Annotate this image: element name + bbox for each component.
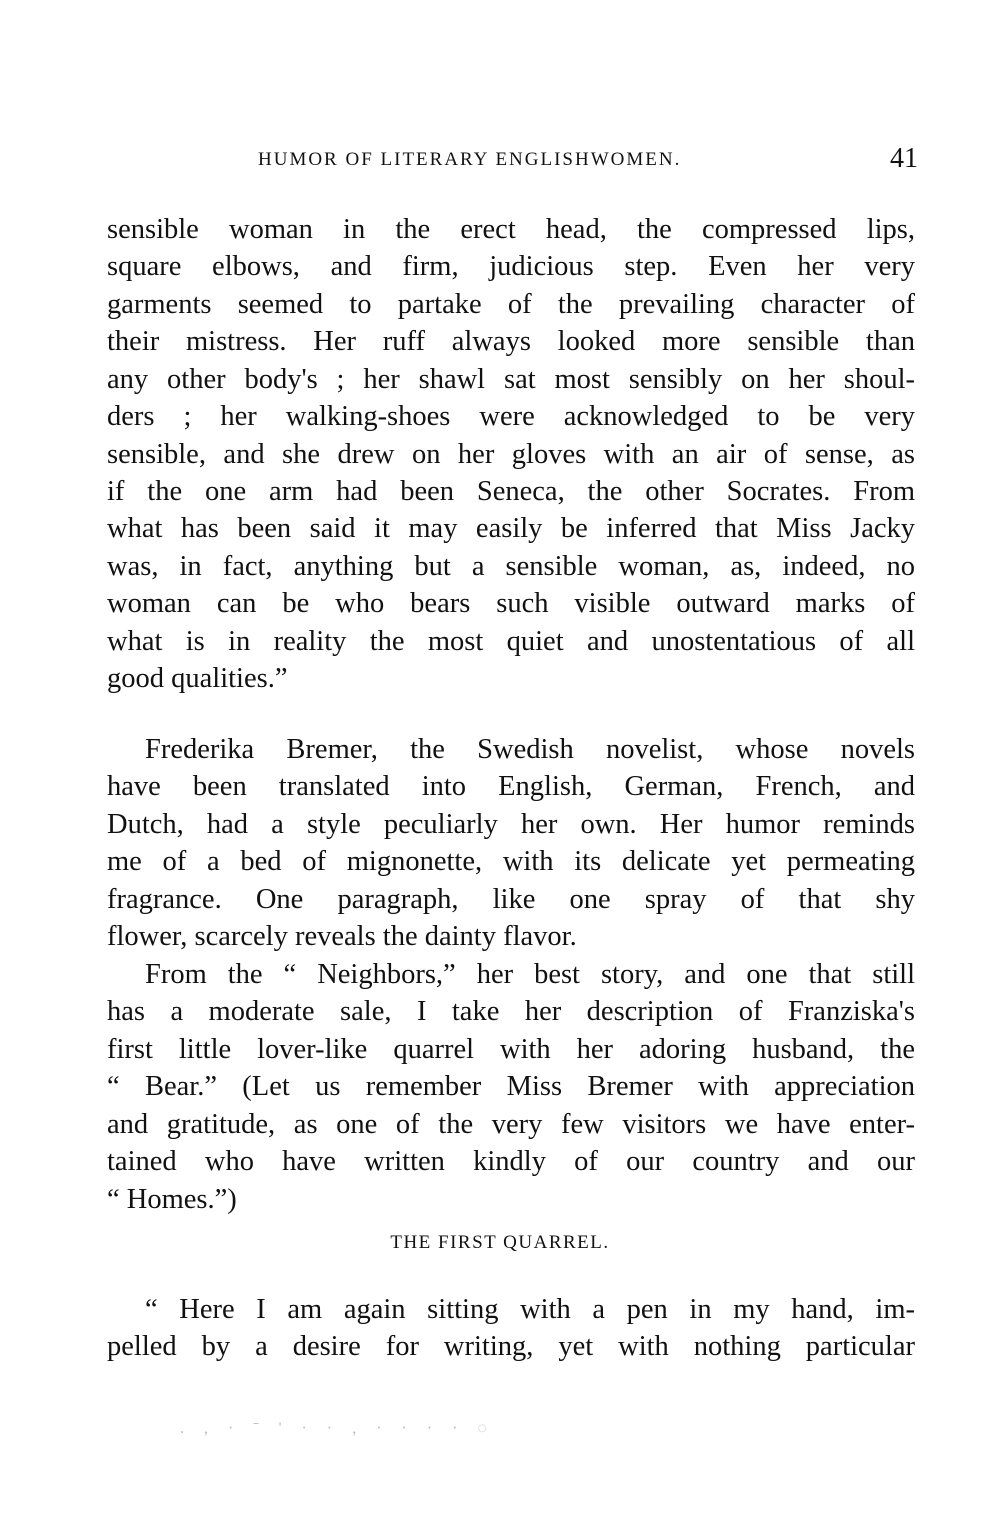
scan-artifact: . , · ˉ ' · · , · · · · ◌ (180, 1420, 496, 1437)
text-line: flower, scarcely reveals the dainty flavor. (107, 921, 577, 952)
text-line: Dutch, had a style peculiarly her own. Her humor reminds (107, 809, 915, 840)
section-heading: THE FIRST QUARREL. (390, 1232, 610, 1253)
text-line: was, in fact, anything but a sensible woman, as, indeed, no (107, 551, 915, 582)
text-line: sensible woman in the erect head, the compressed lips, (107, 214, 915, 245)
text-line: first little lover-like quarrel with her adoring husband, the (107, 1034, 915, 1065)
text-line: good qualities.” (107, 663, 288, 694)
text-line: what is in reality the most quiet and unostentatious of all (107, 626, 915, 657)
text-line: woman can be who bears such visible outward marks of (107, 588, 915, 619)
text-line: what has been said it may easily be inferred that Miss Jacky (107, 513, 915, 544)
text-line: tained who have written kindly of our country and our (107, 1146, 915, 1177)
text-line: sensible, and she drew on her gloves with an air of sense, as (107, 439, 915, 470)
page-header (258, 143, 918, 177)
text-line: “ Bear.” (Let us remember Miss Bremer with appreciation (107, 1071, 915, 1102)
text-line: any other body's ; her shawl sat most sensibly on her shoul- (107, 364, 915, 395)
text-line: if the one arm had been Seneca, the other Socrates. From (107, 476, 915, 507)
text-line: square elbows, and firm, judicious step. Even her very (107, 251, 915, 282)
text-line: Frederika Bremer, the Swedish novelist, whose novels (145, 734, 915, 765)
text-line: their mistress. Her ruff always looked more sensible than (107, 326, 915, 357)
text-line: fragrance. One paragraph, like one spray of that shy (107, 884, 915, 915)
text-line: “ Homes.”) (107, 1184, 237, 1215)
text-line: garments seemed to partake of the prevailing character of (107, 289, 915, 320)
text-line: and gratitude, as one of the very few visitors we have enter- (107, 1109, 915, 1140)
text-line: me of a bed of mignonette, with its delicate yet permeating (107, 846, 915, 877)
text-line: From the “ Neighbors,” her best story, and one that still (145, 959, 915, 990)
text-line: has a moderate sale, I take her description of Franziska's (107, 996, 915, 1027)
text-line: “ Here I am again sitting with a pen in my hand, im- (145, 1294, 915, 1325)
text-line: ders ; her walking-shoes were acknowledged to be very (107, 401, 915, 432)
text-line: have been translated into English, German, French, and (107, 771, 915, 802)
page-number: 41 (890, 143, 918, 174)
text-line: pelled by a desire for writing, yet with nothing particular (107, 1331, 915, 1362)
running-title: HUMOR OF LITERARY ENGLISHWOMEN. (258, 149, 682, 170)
